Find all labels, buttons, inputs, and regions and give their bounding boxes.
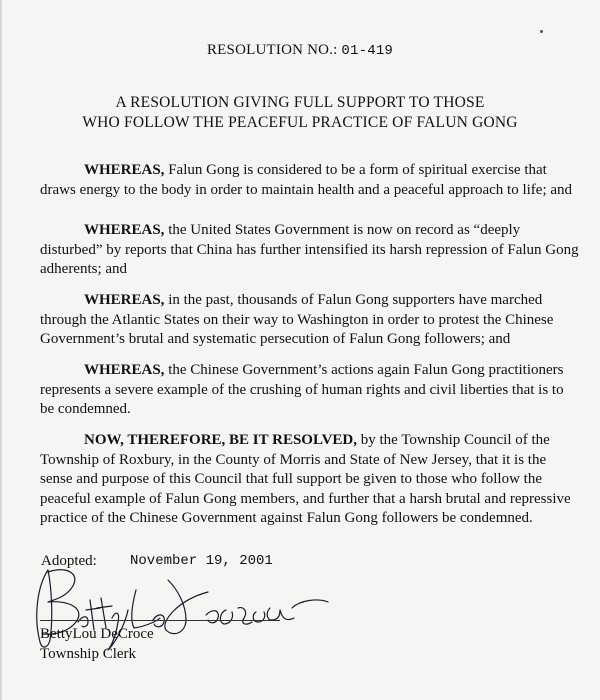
- whereas-paragraph-3: [40, 291, 580, 350]
- whereas-paragraph-2: [40, 221, 580, 280]
- paragraph-lead: WHEREAS,: [84, 292, 165, 308]
- paragraph-text: the United States Government is now on record as “deeply disturbed” by reports that China has further intensified its harsh repression of Falun Gong adherents; and: [40, 222, 579, 277]
- title-line-1: A RESOLUTION GIVING FULL SUPPORT TO THOSE: [115, 94, 485, 111]
- whereas-paragraph-4: [40, 361, 580, 420]
- paragraph-text: in the past, thousands of Falun Gong supporters have marched through the Atlantic States on their way to Washington in order to protest the Chinese Government’s brutal and systematic persecution of Falun Gong followers; and: [40, 292, 554, 347]
- paragraph-text: Falun Gong is considered to be a form of spiritual exercise that draws energy to the body in order to maintain health and a peaceful approach to life; and: [40, 162, 573, 198]
- whereas-paragraph-1: [40, 161, 580, 200]
- scan-edge: [0, 0, 2, 700]
- resolution-label: RESOLUTION NO.:: [206, 42, 338, 58]
- adopted-date: November 19, 2001: [130, 553, 273, 569]
- paragraph-lead: WHEREAS,: [84, 362, 165, 378]
- paragraph-text: by the Township Council of the Township of Roxbury, in the County of Morris and State of New Jersey, that it is the sense and purpose of this Council that full support be given to those who follow the peaceful example of Falun Gong members, and further that a harsh brutal and repressive practice of the Chinese Government against Falun Gong followers be condemned.: [40, 432, 571, 526]
- paragraph-lead: NOW, THEREFORE, BE IT RESOLVED,: [84, 432, 358, 448]
- paragraph-lead: WHEREAS,: [84, 222, 165, 238]
- resolution-title: [40, 93, 560, 133]
- adopted-label: Adopted:: [41, 553, 97, 569]
- resolution-number-line: [0, 42, 600, 59]
- clerk-title: Township Clerk: [40, 646, 137, 662]
- resolution-number: 01-419: [341, 43, 394, 59]
- paragraph-lead: WHEREAS,: [84, 162, 165, 178]
- signature-line: [40, 620, 280, 621]
- paragraph-text: the Chinese Government’s actions again Falun Gong practitioners represents a severe example of the crushing of human rights and civil liberties that is to be condemned.: [40, 362, 564, 417]
- resolved-paragraph: [40, 431, 580, 529]
- clerk-name: BettyLou DeCroce: [40, 626, 154, 642]
- title-line-2: WHO FOLLOW THE PEACEFUL PRACTICE OF FALUN GONG: [82, 114, 518, 131]
- scan-speck: [540, 30, 543, 33]
